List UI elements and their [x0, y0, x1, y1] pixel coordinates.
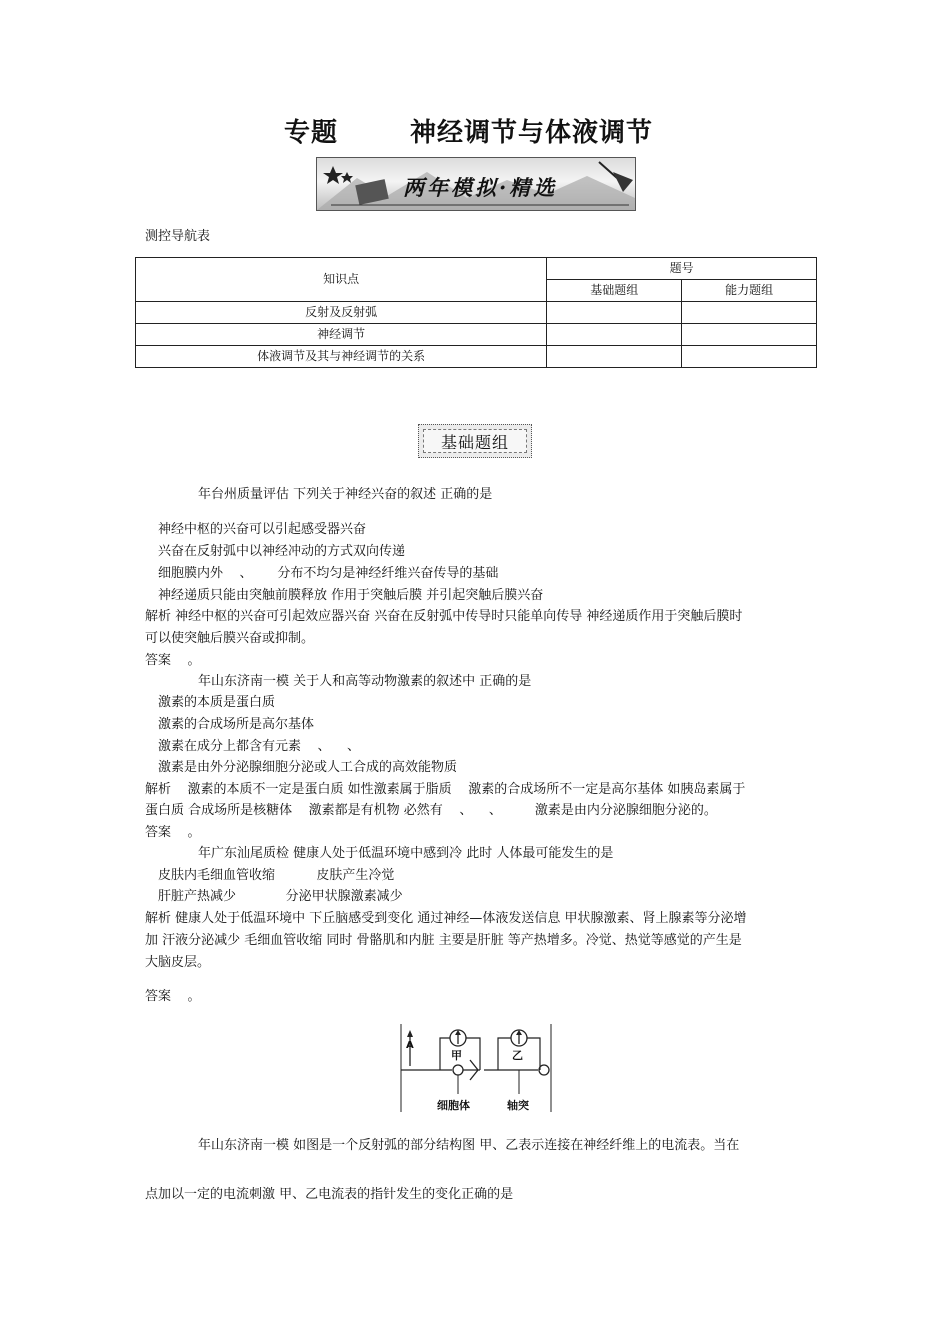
q3-option: 皮肤内毛细血管收缩 皮肤产生冷觉 — [158, 868, 395, 883]
cell-body-node — [453, 1065, 463, 1075]
figure-label-yi: 乙 — [512, 1049, 523, 1062]
q3-stem: 年广东汕尾质检 健康人处于低温环境中感到冷 此时 人体最可能发生的是 — [198, 846, 614, 861]
q3-answer: 答案 。 — [145, 989, 201, 1004]
table-header-knowledge: 知识点 — [136, 258, 547, 302]
q2-option: 激素的合成场所是高尔基体 — [158, 717, 315, 732]
table-header-ability: 能力题组 — [682, 280, 817, 302]
q4-stem: 年山东济南一模 如图是一个反射弧的部分结构图 甲、乙表示连接在神经纤维上的电流表。当在 — [198, 1138, 740, 1153]
section-badge — [418, 424, 532, 458]
q1-analysis: 可以使突触后膜兴奋或抑制。 — [145, 631, 315, 646]
table-cell-topic: 神经调节 — [136, 324, 547, 346]
q3-option: 肝脏产热减少 分泌甲状腺激素减少 — [158, 889, 403, 904]
table-row — [136, 324, 817, 346]
figure-label-a: A — [406, 1040, 414, 1051]
q3-analysis: 大脑皮层。 — [145, 955, 211, 970]
q1-option: 细胞膜内外 、 分布不均匀是神经纤维兴奋传导的基础 — [158, 566, 499, 581]
table-row — [136, 302, 817, 324]
page-title-prefix: 专题 — [284, 118, 339, 148]
q1-option: 神经递质只能由突触前膜释放 作用于突触后膜 并引起突触后膜兴奋 — [158, 588, 544, 603]
q1-stem: 年台州质量评估 下列关于神经兴奋的叙述 正确的是 — [198, 487, 493, 502]
q2-analysis: 解析 激素的本质不一定是蛋白质 如性激素属于脂质 激素的合成场所不一定是高尔基体 如胰岛素属于 — [145, 782, 746, 797]
q2-option: 激素是由外分泌腺细胞分泌或人工合成的高效能物质 — [158, 760, 458, 775]
figure-label-jia: 甲 — [451, 1049, 462, 1062]
q1-answer: 答案 。 — [145, 653, 201, 668]
q2-stem: 年山东济南一模 关于人和高等动物激素的叙述中 正确的是 — [198, 674, 532, 689]
table-header-basic: 基础题组 — [547, 280, 682, 302]
q2-option: 激素的本质是蛋白质 — [158, 695, 276, 710]
q2-option: 激素在成分上都含有元素 、 、 — [158, 739, 361, 754]
reflex-arc-diagram — [400, 1024, 552, 1114]
section-banner — [316, 157, 636, 211]
section-badge-label: 基础题组 — [440, 433, 509, 452]
q2-analysis: 蛋白质 合成场所是核糖体 激素都是有机物 必然有 、 、 激素是由内分泌腺细胞分泌的。 — [145, 803, 717, 818]
table-cell-topic: 反射及反射弧 — [136, 302, 547, 324]
q4-stem-continued: 点加以一定的电流刺激 甲、乙电流表的指针发生的变化正确的是 — [145, 1187, 514, 1202]
table-cell-topic: 体液调节及其与神经调节的关系 — [136, 346, 547, 368]
banner-title: 两年模拟·精选 — [403, 175, 558, 200]
table-row — [136, 346, 817, 368]
nav-table-label: 测控导航表 — [145, 229, 211, 244]
q2-answer: 答案 。 — [145, 825, 201, 840]
page-title: 神经调节与体液调节 — [410, 118, 654, 148]
figure-label-cell-body: 细胞体 — [437, 1099, 470, 1112]
figure-label-axon: 轴突 — [507, 1099, 529, 1112]
q1-option: 神经中枢的兴奋可以引起感受器兴奋 — [158, 522, 367, 537]
table-header-number: 题号 — [547, 258, 817, 280]
q1-option: 兴奋在反射弧中以神经冲动的方式双向传递 — [158, 544, 406, 559]
q3-analysis: 加 汗液分泌减少 毛细血管收缩 同时 骨骼肌和内脏 主要是肝脏 等产热增多。冷觉、热觉等感觉的产生是 — [145, 933, 742, 948]
navigation-table — [135, 257, 817, 368]
q1-analysis: 解析 神经中枢的兴奋可引起效应器兴奋 兴奋在反射弧中传导时只能单向传导 神经递质作用于突触后膜时 — [145, 609, 743, 624]
q3-analysis: 解析 健康人处于低温环境中 下丘脑感受到变化 通过神经—体液发送信息 甲状腺激素、肾上腺素等分泌增 — [145, 911, 747, 926]
